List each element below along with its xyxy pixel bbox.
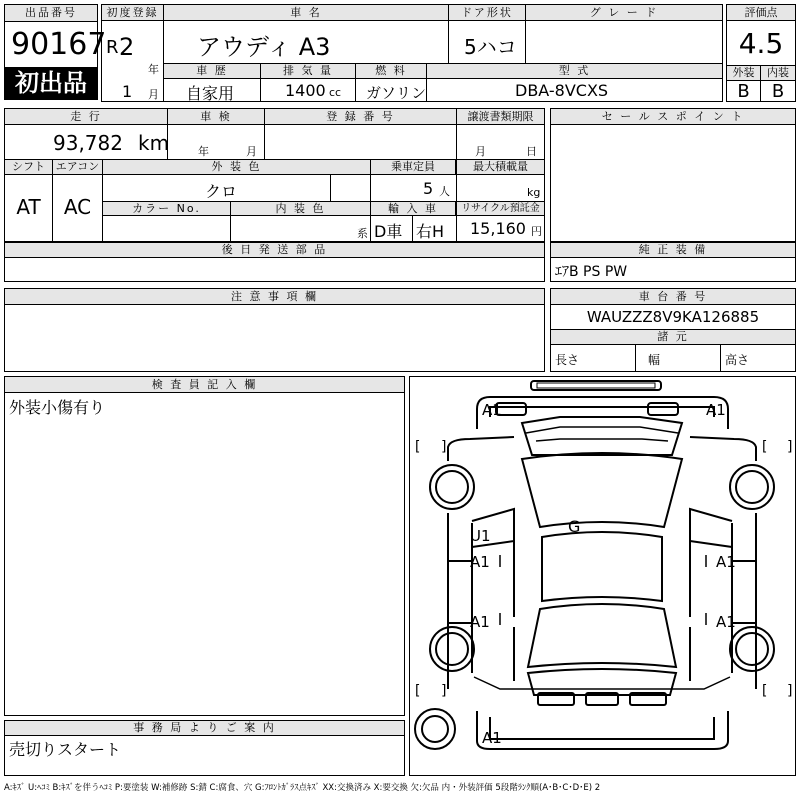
- height-label: 高さ: [725, 353, 750, 367]
- genuine-equipment-box: [550, 242, 796, 282]
- mileage-header: 走 行: [5, 109, 168, 125]
- fuel-value: ガソリン: [366, 84, 427, 102]
- mark-left-front-door: A1: [470, 553, 490, 571]
- registration-header: 初度登録: [102, 5, 164, 21]
- shift-value: AT: [16, 195, 41, 219]
- history-header: 車 歴: [164, 64, 261, 79]
- interior-score: B: [771, 81, 785, 102]
- later-parts-header: 後 日 発 送 部 品: [5, 243, 544, 258]
- office-note: 売切りスタート: [9, 740, 122, 759]
- fuel-header: 燃 料: [356, 64, 427, 79]
- lot-number-box: [4, 4, 107, 100]
- lot-number: 90167: [11, 27, 107, 62]
- door-header: ドア形状: [449, 5, 526, 21]
- model-value: DBA-8VCXS: [515, 81, 609, 100]
- interior-color-header: 内 装 色: [231, 202, 371, 216]
- mark-right-front-door: A1: [716, 553, 736, 571]
- grade-header: グ レ ー ド: [526, 5, 722, 21]
- sales-point-header: セ ー ル ス ポ イ ン ト: [551, 109, 795, 125]
- bracket-open-rear-right: [: [760, 683, 769, 699]
- mileage-value: 93,782: [53, 131, 123, 155]
- office-box: [4, 720, 405, 776]
- bracket-open-rear-left: [: [413, 683, 422, 699]
- bracket-close-rear-right: ]: [786, 683, 795, 699]
- mark-right-rear-door: A1: [716, 613, 736, 631]
- recycle-value: 15,160: [470, 219, 526, 238]
- car-name-header: 車 名: [164, 5, 449, 21]
- history-value: 自家用: [186, 84, 235, 103]
- interior-header: 内装: [761, 66, 795, 81]
- ac-value: AC: [63, 195, 92, 219]
- exterior-score: B: [737, 81, 750, 102]
- first-listing-badge: 初出品: [5, 67, 97, 99]
- shift-header: シフト: [5, 160, 53, 175]
- notes-header: 注 意 事 項 欄: [5, 289, 544, 305]
- displacement-value: 1400: [285, 81, 326, 100]
- door-type: 5ハコ: [464, 35, 517, 59]
- inspector-note: 外装小傷有り: [9, 398, 106, 417]
- seats-unit: 人: [439, 185, 450, 198]
- registration-year: 2: [119, 33, 135, 61]
- genuine-equipment-value: ｴｱB PS PW: [555, 264, 628, 280]
- seats-value: 5: [423, 179, 434, 198]
- displacement-unit: cc: [329, 86, 342, 99]
- bracket-open-front-left: [: [413, 439, 422, 455]
- max-load-header: 最大積載量: [457, 160, 544, 175]
- chassis-header: 車 台 番 号: [551, 289, 795, 305]
- model-header: 型 式: [427, 64, 722, 79]
- inspector-header: 検 査 員 記 入 欄: [5, 377, 404, 393]
- score-box: [726, 4, 796, 102]
- office-header: 事 務 局 よ り ご 案 内: [5, 721, 404, 736]
- mark-left-rear-door: A1: [470, 613, 490, 631]
- registration-month: 1: [122, 82, 133, 101]
- genuine-equipment-header: 純 正 装 備: [551, 243, 795, 258]
- later-parts-box: [4, 242, 545, 282]
- chassis-box: [550, 288, 796, 372]
- mark-windshield: G: [568, 517, 581, 536]
- mark-left-front-door-upper: U1: [470, 527, 491, 545]
- inspection-year-unit: 年: [198, 145, 209, 158]
- notes-box: [4, 288, 545, 372]
- import-header: 輸 入 車: [371, 202, 456, 216]
- recycle-header: リサイクル預託金: [457, 202, 544, 216]
- color-value: クロ: [205, 182, 238, 201]
- bracket-close-front-right: ]: [786, 439, 795, 455]
- ac-header: エアコン: [53, 160, 103, 175]
- reg-number-header: 登 録 番 号: [265, 109, 457, 125]
- transfer-header: 譲渡書類期限: [457, 109, 544, 125]
- registration-year-unit: 年: [148, 63, 159, 76]
- car-diagram-svg: [410, 377, 795, 775]
- registration-month-unit: 月: [148, 88, 159, 101]
- transfer-day-unit: 日: [526, 145, 537, 158]
- color-header: 外 装 色: [103, 160, 371, 175]
- import-origin: D車: [374, 222, 403, 241]
- transfer-month-unit: 月: [475, 145, 486, 158]
- inspector-box: [4, 376, 405, 716]
- mark-front-bumper-left: A1: [482, 401, 502, 419]
- displacement-header: 排 気 量: [261, 64, 356, 79]
- registration-era: R: [106, 37, 119, 58]
- mark-front-bumper-right: A1: [706, 401, 726, 419]
- mileage-unit: km: [138, 131, 170, 155]
- inspection-header: 車 検: [168, 109, 265, 125]
- color-no-header: カラー No.: [103, 202, 231, 216]
- dimensions-header: 諸 元: [551, 330, 795, 345]
- damage-diagram: [409, 376, 796, 776]
- car-name: アウディ A3: [197, 33, 331, 61]
- legend: A:ｷｽﾞ U:ﾍｺﾐ B:ｷｽﾞを伴うﾍｺﾐ P:要塗装 W:補修跡 S:錆 C:腐食、穴 G:ﾌﾛﾝﾄｶﾞﾗｽ点ｷｽﾞ XX:交換済み X:要交換 欠:欠品 内・外装評価 5段階ﾗﾝｸ順(A･B･C･D･E) 2: [4, 783, 601, 793]
- inspection-month-unit: 月: [246, 145, 257, 158]
- score-header: 評価点: [727, 5, 795, 21]
- recycle-unit: 円: [531, 225, 542, 238]
- bracket-close-front-left: ]: [440, 439, 449, 455]
- sales-point-box: [550, 108, 796, 242]
- length-label: 長さ: [555, 353, 580, 367]
- bracket-close-rear-left: ]: [440, 683, 449, 699]
- chassis-number: WAUZZZ8V9KA126885: [586, 308, 760, 326]
- max-load-unit: kg: [527, 186, 541, 199]
- seats-header: 乗車定員: [371, 160, 456, 175]
- width-label: 幅: [648, 353, 661, 367]
- spec-box: [4, 108, 545, 242]
- score-value: 4.5: [738, 27, 784, 60]
- exterior-header: 外装: [727, 66, 761, 81]
- mark-rear-bumper-left: A1: [482, 729, 502, 747]
- bracket-open-front-right: [: [760, 439, 769, 455]
- car-info-box: [101, 4, 723, 102]
- interior-color-suffix: 系: [357, 227, 368, 240]
- lot-number-header: 出品番号: [5, 5, 97, 22]
- steering: 右H: [416, 222, 445, 241]
